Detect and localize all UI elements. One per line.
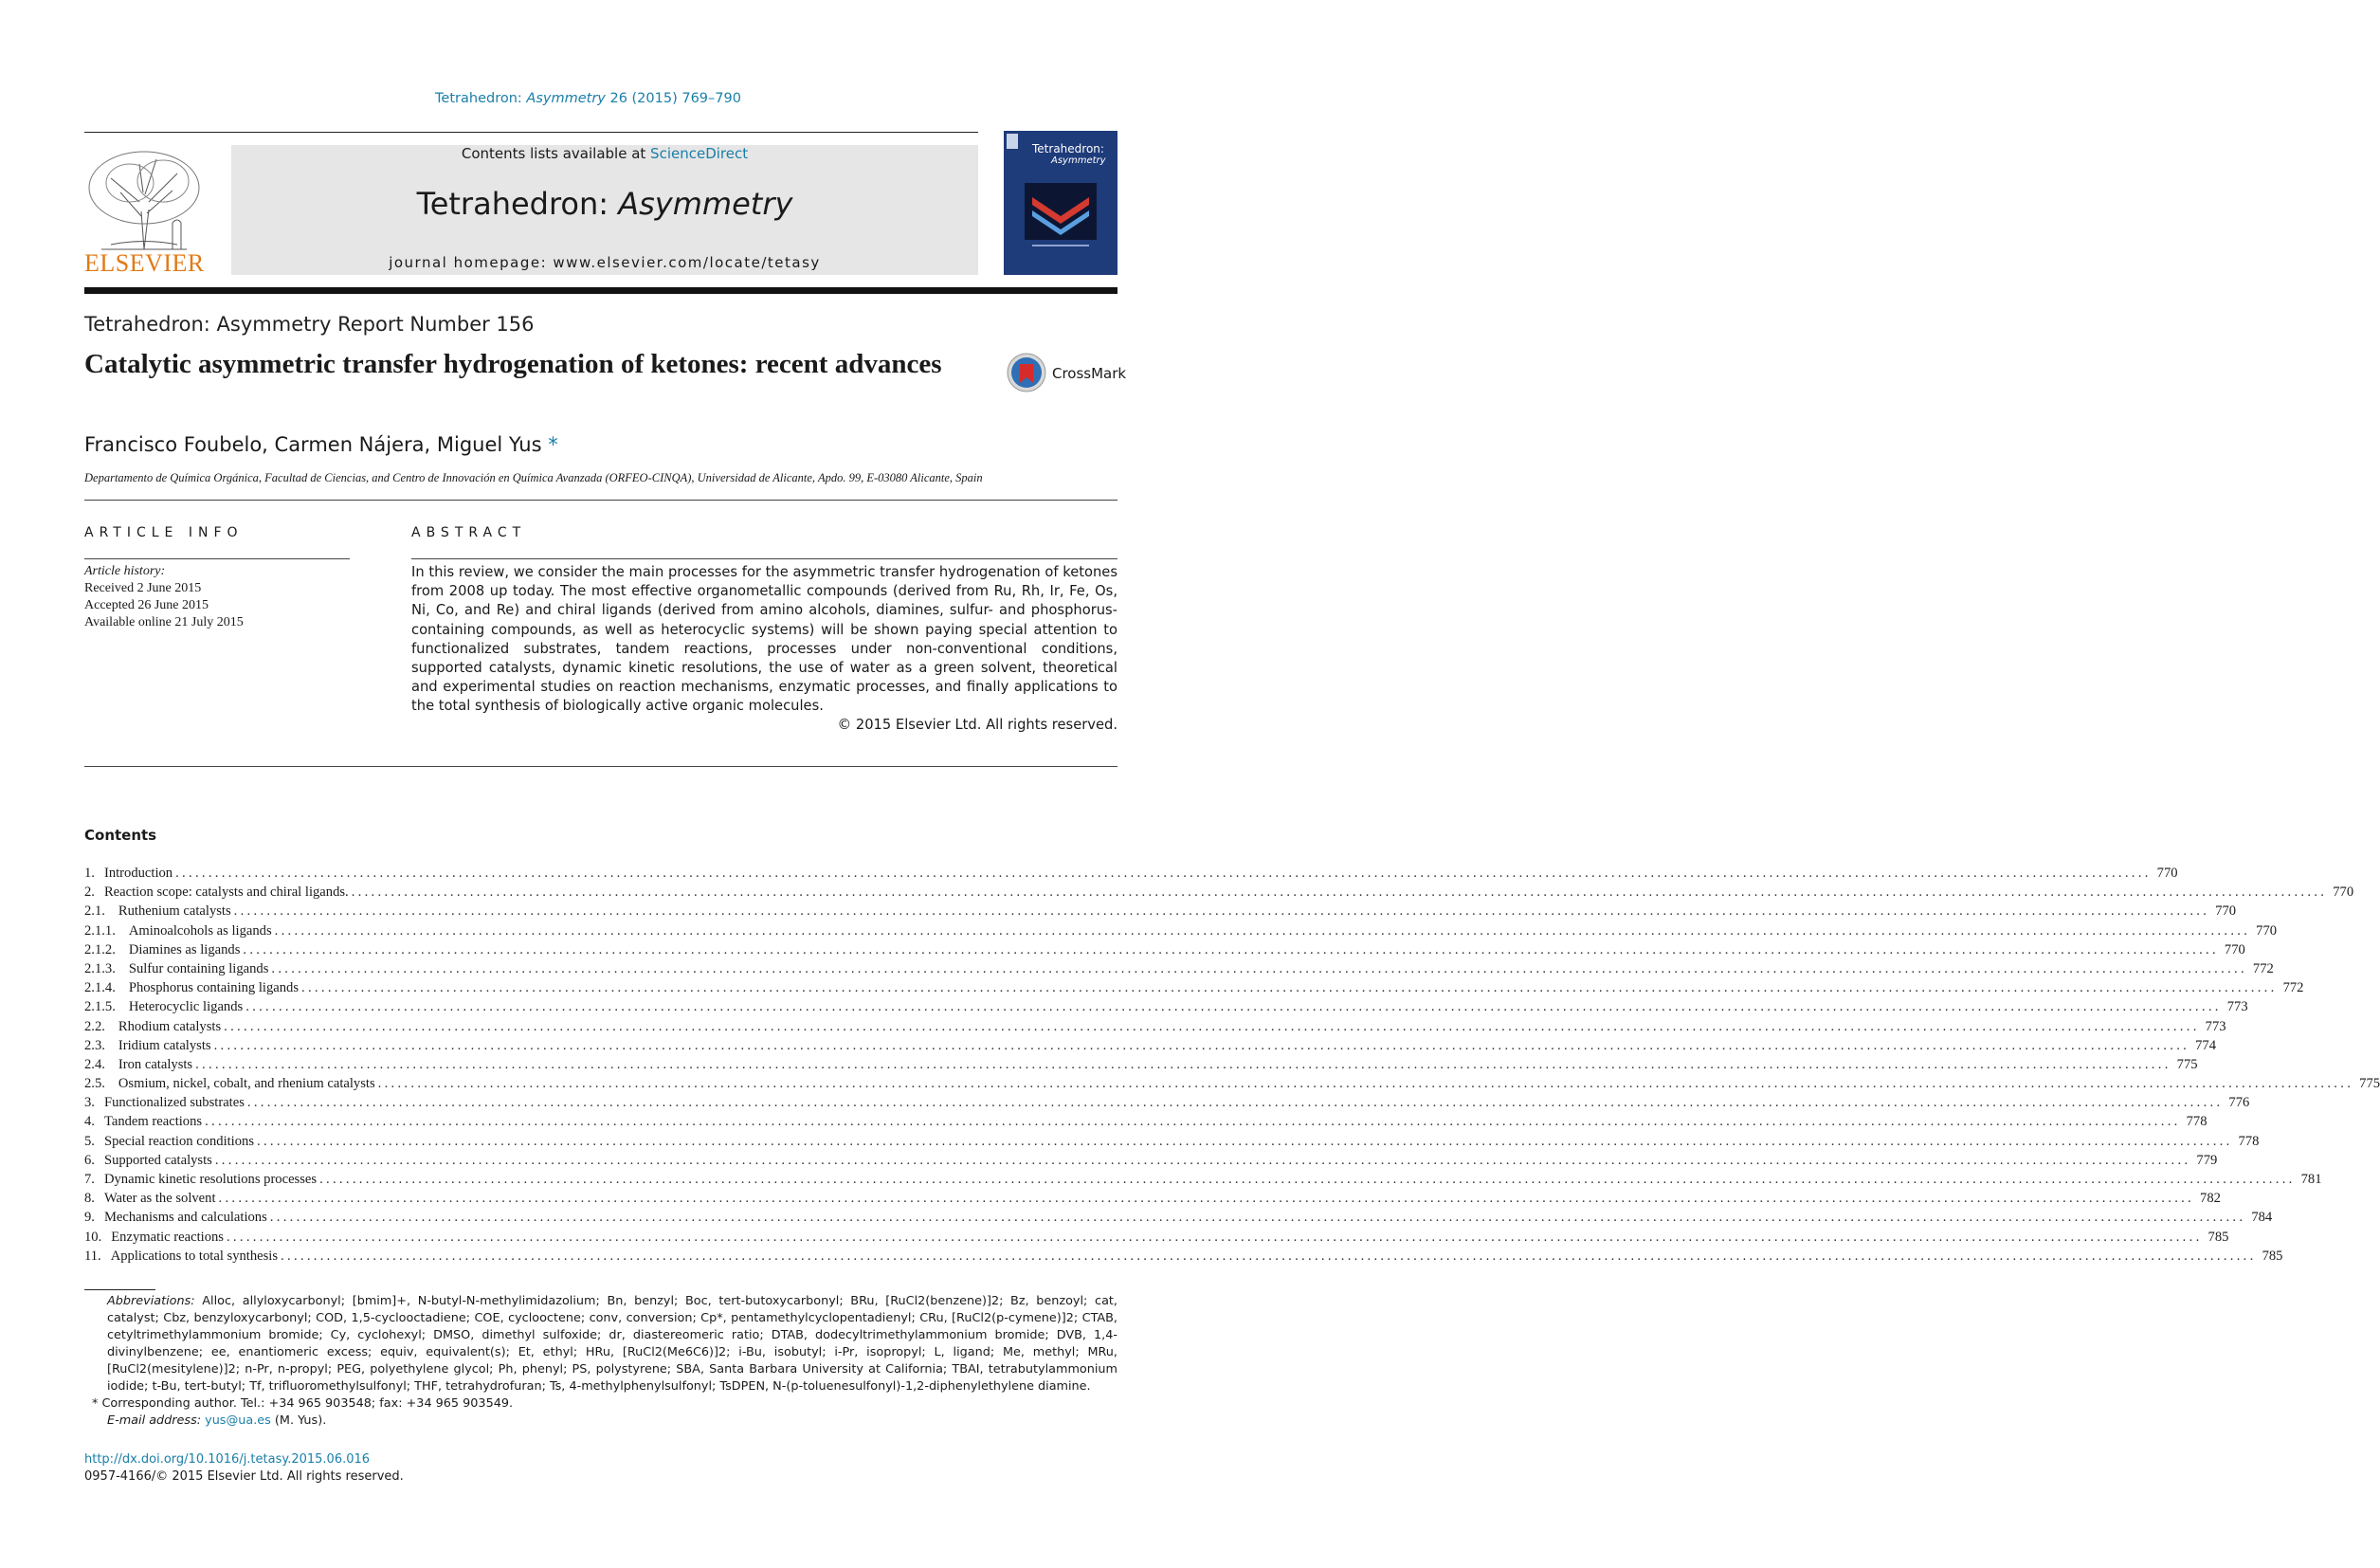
toc-page-number: 779	[2196, 1152, 2218, 1168]
accepted-date: Accepted 26 June 2015	[84, 598, 209, 612]
toc-number: 5.	[84, 1133, 95, 1149]
contents-available	[231, 145, 978, 162]
toc-title[interactable]: Supported catalysts	[103, 1152, 212, 1168]
toc-number: 2.1.5.	[84, 999, 116, 1015]
journal-name-plain: Tetrahedron:	[416, 186, 619, 222]
elsevier-wordmark: ELSEVIER	[84, 249, 205, 277]
toc-row[interactable]	[84, 1132, 2260, 1151]
cover-title	[1032, 142, 1106, 166]
online-date: Available online 21 July 2015	[84, 615, 244, 629]
affiliation-rule	[84, 500, 1117, 501]
crossmark-label[interactable]: CrossMark	[1052, 365, 1127, 382]
journal-name	[231, 186, 978, 222]
toc-title[interactable]: Iridium catalysts	[118, 1037, 211, 1053]
footnotes	[84, 1293, 1117, 1430]
journal-homepage[interactable]: journal homepage: www.elsevier.com/locate/tetasy	[389, 254, 821, 271]
toc-page-number: 773	[2226, 999, 2248, 1015]
toc-row[interactable]	[84, 1208, 2273, 1227]
toc-row[interactable]	[84, 1228, 2229, 1247]
citation-journal: Tetrahedron:	[435, 91, 527, 106]
report-number: Tetrahedron: Asymmetry Report Number 156	[84, 313, 535, 336]
toc-leader-dots: ............................................................................................................................................................................................................................................................................................................	[301, 980, 2278, 996]
toc-row[interactable]	[84, 864, 2178, 883]
toc-row[interactable]	[84, 883, 2354, 902]
article-info-heading: ARTICLE INFO	[84, 525, 244, 540]
toc-leader-dots: ............................................................................................................................................................................................................................................................................................................	[257, 1133, 2233, 1149]
toc-title[interactable]: Iron catalysts	[118, 1056, 193, 1072]
abstract-heading: ABSTRACT	[411, 525, 527, 540]
toc-leader-dots: ............................................................................................................................................................................................................................................................................................................	[269, 1210, 2246, 1226]
toc-title[interactable]: Rhodium catalysts	[118, 1018, 222, 1034]
email-line	[84, 1413, 1117, 1430]
toc-number: 4.	[84, 1114, 95, 1130]
toc-page-number: 770	[2224, 941, 2245, 957]
toc-page-number: 770	[2156, 866, 2178, 881]
toc-page-number: 778	[2238, 1133, 2260, 1149]
abstract-end-rule	[84, 766, 1117, 767]
toc-number: 9.	[84, 1210, 95, 1226]
journal-citation[interactable]	[0, 91, 1176, 106]
toc-page-number: 770	[2256, 922, 2278, 939]
toc-row[interactable]	[84, 978, 2304, 997]
toc-row[interactable]	[84, 1189, 2221, 1208]
toc-row[interactable]	[84, 1112, 2207, 1131]
toc-number: 3.	[84, 1095, 95, 1111]
toc-number: 2.3.	[84, 1037, 105, 1053]
sciencedirect-link[interactable]: ScienceDirect	[650, 145, 749, 162]
toc-number: 2.	[84, 884, 95, 901]
toc-title[interactable]: Functionalized substrates	[103, 1095, 245, 1111]
toc-number: 7.	[84, 1172, 95, 1187]
toc-leader-dots: ............................................................................................................................................................................................................................................................................................................	[271, 960, 2247, 976]
author-list	[84, 433, 558, 456]
toc-row[interactable]	[84, 1036, 2216, 1055]
crossmark-icon[interactable]	[1007, 353, 1046, 392]
toc-number: 2.1.2.	[84, 941, 116, 957]
toc-page-number: 774	[2195, 1037, 2216, 1053]
toc-title[interactable]: Applications to total synthesis	[110, 1248, 279, 1264]
abstract-text: In this review, we consider the main processes for the asymmetric transfer hydrogenation of ketones from 2008 up today. The most effective organometallic compounds (derived from Ru, Rh, Ir, Fe, Os, Ni, Co, and Re) and chiral ligands (derived from amino alcohols, diamines, sulfur- and phosphorus-containing compounds, as well as heterocyclic systems) will be shown paying special attention to functionalized substrates, tandem reactions, processes under non-conventional conditions, supported catalysts, dynamic kinetic resolutions, the use of water as a green solvent, theoretical and experimental studies on reaction mechanisms, enzymatic processes, and finally applications to the total synthesis of biologically active organic molecules.	[411, 564, 1117, 715]
toc-leader-dots: ............................................................................................................................................................................................................................................................................................................	[195, 1056, 2171, 1072]
toc-page-number: 772	[2252, 960, 2274, 976]
toc-leader-dots: ............................................................................................................................................................................................................................................................................................................	[281, 1248, 2257, 1264]
toc-row[interactable]	[84, 997, 2248, 1016]
article-history	[84, 563, 244, 631]
toc-title[interactable]: Enzymatic reactions	[111, 1229, 224, 1245]
issn-line: 0957-4166/© 2015 Elsevier Ltd. All rights reserved.	[84, 1469, 404, 1484]
toc-row[interactable]	[84, 1247, 2283, 1266]
toc-title[interactable]: Diamines as ligands	[128, 941, 241, 957]
abbreviations-label: Abbreviations:	[107, 1294, 195, 1308]
citation-journal-italic: Asymmetry	[526, 91, 606, 106]
table-of-contents	[84, 864, 2380, 1266]
history-label: Article history:	[84, 564, 166, 578]
toc-leader-dots: ............................................................................................................................................................................................................................................................................................................	[213, 1037, 2190, 1053]
toc-leader-dots: ............................................................................................................................................................................................................................................................................................................	[226, 1229, 2203, 1245]
toc-number: 2.1.	[84, 903, 105, 920]
toc-page-number: 778	[2186, 1114, 2207, 1130]
toc-page-number: 784	[2251, 1210, 2273, 1226]
toc-number: 2.1.4.	[84, 980, 116, 996]
toc-title[interactable]: Sulfur containing ligands	[128, 960, 269, 976]
toc-row[interactable]	[84, 902, 2237, 921]
header-rule	[84, 132, 978, 133]
toc-title[interactable]: Reaction scope: catalysts and chiral ligands.	[103, 884, 349, 901]
toc-row[interactable]	[84, 959, 2274, 978]
toc-title[interactable]: Phosphorus containing ligands	[128, 980, 300, 996]
toc-number: 2.5.	[84, 1076, 105, 1092]
toc-number: 2.1.1.	[84, 922, 116, 939]
toc-leader-dots: ............................................................................................................................................................................................................................................................................................................	[233, 903, 2210, 920]
toc-number: 10.	[84, 1229, 102, 1245]
toc-row[interactable]	[84, 940, 2245, 959]
toc-title[interactable]: Special reaction conditions	[103, 1133, 255, 1149]
toc-leader-dots: ............................................................................................................................................................................................................................................................................................................	[319, 1172, 2296, 1187]
doi-link[interactable]: http://dx.doi.org/10.1016/j.tetasy.2015.06.016	[84, 1452, 371, 1467]
toc-leader-dots: ............................................................................................................................................................................................................................................................................................................	[175, 866, 2152, 881]
toc-title[interactable]: Tandem reactions	[103, 1114, 203, 1130]
toc-title[interactable]: Ruthenium catalysts	[118, 903, 231, 920]
toc-number: 2.4.	[84, 1056, 105, 1072]
toc-page-number: 782	[2200, 1191, 2221, 1207]
toc-number: 2.2.	[84, 1018, 105, 1034]
abbreviations-footnote	[84, 1293, 1117, 1395]
toc-row[interactable]	[84, 921, 2278, 940]
toc-leader-dots: ............................................................................................................................................................................................................................................................................................................	[205, 1114, 2181, 1130]
toc-leader-dots: ............................................................................................................................................................................................................................................................................................................	[224, 1018, 2200, 1034]
toc-row[interactable]	[84, 1074, 2380, 1093]
toc-number: 1.	[84, 866, 95, 881]
corresponding-author-mark[interactable]: *	[548, 433, 558, 456]
corresponding-author-note: * Corresponding author. Tel.: +34 965 903548; fax: +34 965 903549.	[92, 1396, 514, 1411]
toc-page-number: 770	[2333, 884, 2354, 901]
toc-title[interactable]: Heterocyclic ligands	[128, 999, 244, 1015]
footnote-rule	[84, 1289, 155, 1290]
toc-title[interactable]: Introduction	[103, 866, 173, 881]
toc-number: 8.	[84, 1191, 95, 1207]
toc-title[interactable]: Water as the solvent	[103, 1191, 216, 1207]
toc-page-number: 775	[2176, 1056, 2198, 1072]
contents-prefix: Contents lists available at	[461, 145, 651, 162]
toc-leader-dots: ............................................................................................................................................................................................................................................................................................................	[274, 922, 2251, 939]
toc-title[interactable]: Osmium, nickel, cobalt, and rhenium catalysts	[118, 1076, 375, 1092]
email-label: E-mail address:	[107, 1413, 206, 1428]
abstract-rule	[411, 558, 1117, 559]
cover-subtitle-line: Asymmetry	[1051, 155, 1106, 166]
authors-text: Francisco Foubelo, Carmen Nájera, Miguel Yus	[84, 433, 542, 456]
toc-title[interactable]: Dynamic kinetic resolutions processes	[103, 1172, 318, 1187]
article-title: Catalytic asymmetric transfer hydrogenation of ketones: recent advances	[84, 349, 942, 379]
journal-name-italic: Asymmetry	[618, 186, 793, 222]
toc-number: 6.	[84, 1152, 95, 1168]
toc-leader-dots: ............................................................................................................................................................................................................................................................................................................	[245, 999, 2222, 1015]
masthead-thick-rule	[84, 287, 1117, 294]
toc-page-number: 775	[2359, 1076, 2380, 1092]
cover-title-line: Tetrahedron:	[1032, 142, 1104, 155]
contents-heading: Contents	[84, 827, 157, 844]
toc-leader-dots: ............................................................................................................................................................................................................................................................................................................	[377, 1076, 2354, 1092]
article-info-rule	[84, 558, 350, 559]
toc-leader-dots: ............................................................................................................................................................................................................................................................................................................	[218, 1191, 2195, 1207]
toc-title[interactable]: Mechanisms and calculations	[103, 1210, 267, 1226]
email-suffix: (M. Yus).	[270, 1413, 327, 1428]
toc-page-number: 770	[2215, 903, 2237, 920]
toc-title[interactable]: Aminoalcohols as ligands	[128, 922, 272, 939]
toc-row[interactable]	[84, 1151, 2218, 1170]
toc-leader-dots: ............................................................................................................................................................................................................................................................................................................	[246, 1095, 2224, 1111]
toc-page-number: 785	[2207, 1229, 2229, 1245]
toc-row[interactable]	[84, 1093, 2250, 1112]
toc-row[interactable]	[84, 1170, 2322, 1189]
toc-number: 11.	[84, 1248, 101, 1264]
toc-page-number: 785	[2262, 1248, 2283, 1264]
email-link[interactable]: yus@ua.es	[205, 1413, 271, 1428]
citation-volume: 26 (2015) 769–790	[605, 91, 741, 106]
toc-page-number: 772	[2282, 980, 2304, 996]
toc-row[interactable]	[84, 1055, 2198, 1074]
toc-page-number: 781	[2300, 1172, 2322, 1187]
toc-row[interactable]	[84, 1017, 2226, 1036]
abstract-copyright: © 2015 Elsevier Ltd. All rights reserved.	[837, 717, 1117, 733]
toc-leader-dots: ............................................................................................................................................................................................................................................................................................................	[243, 941, 2219, 957]
toc-number: 2.1.3.	[84, 960, 116, 976]
toc-leader-dots: ............................................................................................................................................................................................................................................................................................................	[351, 884, 2328, 901]
toc-page-number: 773	[2205, 1018, 2226, 1034]
abbreviations-text: Alloc, allyloxycarbonyl; [bmim]+, N-butyl-N-methylimidazolium; Bn, benzyl; Boc, tert-butoxycarbonyl; BRu, [RuCl2(benzene)]2; Bz, benzoyl; cat, catalyst; Cbz, benzyloxycarbonyl; COD, 1,5-cyclooctadiene; COE, cyclooctene; conv, conversion; Cp*, pentamethylcyclopentadienyl; CRu, [RuCl2(p-cymene)]2; CTAB, cetyltrimethylammonium bromide; Cy, cyclohexyl; DMSO, dimethyl sulfoxide; dr, diastereomeric ratio; DTAB, dodecyltrimethylammonium bromide; DVB, 1,4-divinylbenzene; ee, enantiomeric excess; equiv, equivalent(s); Et, ethyl; HRu, [RuCl2(Me6C6)]2; i-Bu, isobutyl; i-Pr, isopropyl; L, ligand; Me, methyl; MRu, [RuCl2(mesitylene)]2; n-Pr, n-propyl; PEG, polyethylene glycol; Ph, phenyl; PS, polystyrene; SBA, Santa Barbara University at California; TBAI, tetrabutylammonium iodide; t-Bu, tert-butyl; Tf, trifluoromethylsulfonyl; THF, tetrahydrofuran; Ts, 4-methylphenylsulfonyl; TsDPEN, N-(p-toluenesulfonyl)-1,2-diphenylethylene diamine.	[107, 1294, 1117, 1394]
toc-leader-dots: ............................................................................................................................................................................................................................................................................................................	[214, 1152, 2191, 1168]
affiliation: Departamento de Química Orgánica, Facultad de Ciencias, and Centro de Innovación en Química Avanzada (ORFEO-CINQA), Universidad de Alicante, Apdo. 99, E-03080 Alicante, Spain	[84, 471, 983, 484]
received-date: Received 2 June 2015	[84, 581, 202, 595]
toc-page-number: 776	[2228, 1095, 2250, 1111]
